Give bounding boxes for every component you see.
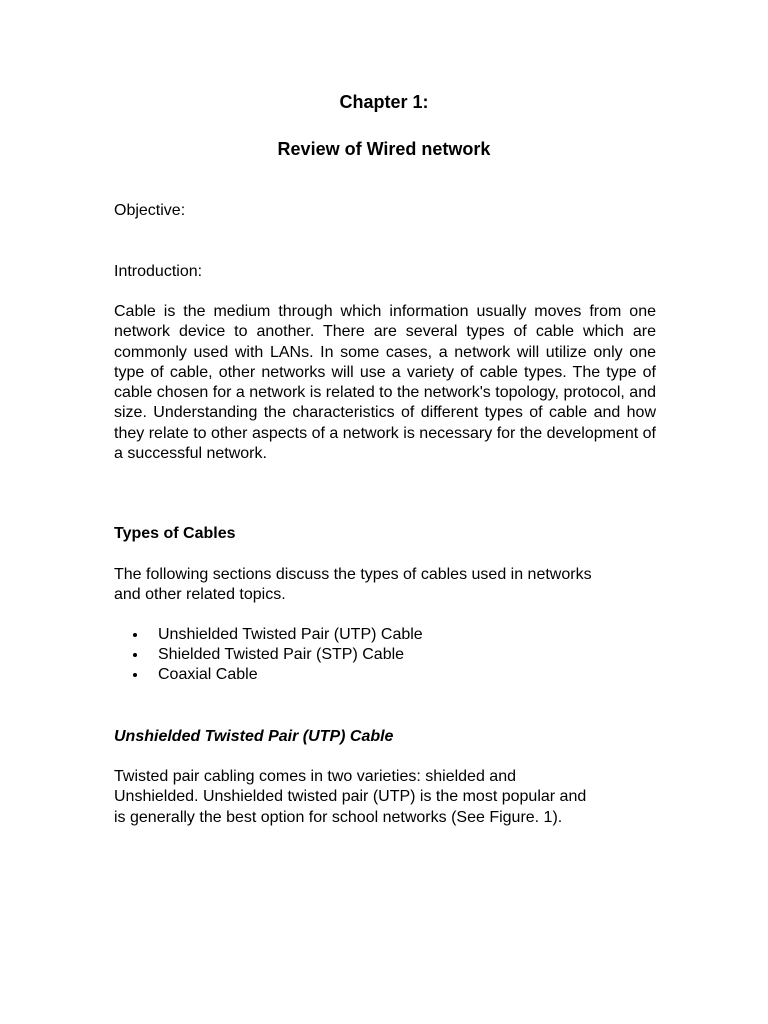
bullet-icon (133, 673, 137, 677)
types-paragraph-line: The following sections discuss the types of cables used in networks (114, 566, 592, 583)
bullet-icon (133, 653, 137, 657)
list-item (114, 665, 423, 685)
introduction-label: Introduction: (114, 263, 203, 280)
document-title: Review of Wired network (277, 139, 491, 159)
types-of-cables-heading: Types of Cables (114, 525, 236, 542)
utp-paragraph-line: Twisted pair cabling comes in two varieties: shielded and (114, 768, 516, 785)
bullet-icon (133, 633, 137, 637)
types-paragraph (114, 565, 674, 606)
utp-paragraph-line: is generally the best option for school networks (See Figure. 1). (114, 808, 563, 826)
list-item-label: Coaxial Cable (158, 666, 258, 683)
utp-section-heading: Unshielded Twisted Pair (UTP) Cable (114, 728, 394, 745)
utp-paragraph (114, 767, 674, 828)
list-item (114, 625, 423, 645)
list-item (114, 645, 423, 665)
chapter-title: Chapter 1: (339, 92, 429, 112)
cable-types-list (114, 625, 423, 685)
introduction-paragraph: Cable is the medium through which information usually moves from one network device to another. There are several types of cable which are commonly used with LANs. In some cases, a network will utilize only one type of cable, other networks will use a variety of cable types. The type of cable chosen for a network is related to the network's topology, protocol, and size. Understanding the characteristics of different types of cable and how they relate to other aspects of a network is necessary for the development of a successful network. (114, 303, 656, 463)
list-item-label: Shielded Twisted Pair (STP) Cable (158, 646, 405, 663)
objective-label: Objective: (114, 202, 186, 219)
list-item-label: Unshielded Twisted Pair (UTP) Cable (158, 626, 423, 643)
utp-paragraph-line: Unshielded. Unshielded twisted pair (UTP) is the most popular and (114, 788, 587, 806)
types-paragraph-line: and other related topics. (114, 586, 286, 604)
